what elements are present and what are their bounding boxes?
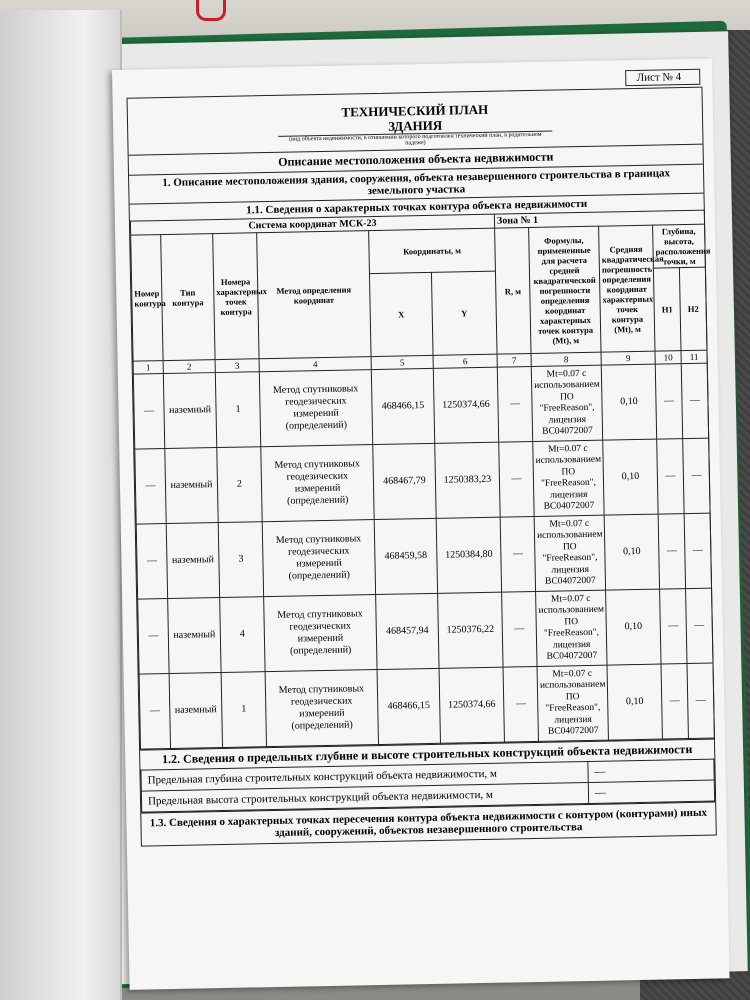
header-r: R, м <box>495 228 531 355</box>
cell-type: наземный <box>168 598 221 674</box>
section-1-3-title: 1.3. Сведения о характерных точках пересечения контура объекта недвижимости с контуром (контурами) иных зданий, сооружений, объектов незавершенного строительства <box>141 802 716 846</box>
header-contour-no: Номер контура <box>131 235 163 362</box>
table-row <box>138 588 713 674</box>
cell-h1: — <box>660 589 687 664</box>
document-sheet <box>112 58 730 989</box>
col-number: 7 <box>497 354 531 368</box>
col-number: 6 <box>433 354 497 368</box>
col-number: 11 <box>681 350 707 363</box>
cell-x: 468459,58 <box>374 518 437 594</box>
cell-contour: — <box>136 524 167 600</box>
cell-point: 3 <box>218 522 263 598</box>
cell-error: 0,10 <box>601 364 656 440</box>
col-number: 4 <box>259 357 371 372</box>
depth-label: Предельная глубина строительных конструкций объекта недвижимости, м <box>141 761 588 791</box>
header-h1: H1 <box>653 268 681 351</box>
cell-formula: Mt=0.07 с использованием ПО "FreeReason", лицензия BC04072007 <box>536 590 607 666</box>
cell-point: 1 <box>215 372 260 448</box>
section-1-title: 1. Описание местоположения здания, сооружения, объекта незавершенного строительства в границах земельного участка <box>129 164 703 204</box>
cell-method: Метод спутниковых геодезических измерений (определений) <box>262 520 375 597</box>
col-number: 9 <box>601 351 655 365</box>
cell-h2: — <box>684 513 711 588</box>
cell-h1: — <box>655 364 682 439</box>
left-page-edge <box>0 10 122 1000</box>
cell-h1: — <box>661 664 688 739</box>
header-point-no: Номера характерных точек контура <box>213 233 259 360</box>
cell-y: 1250376,22 <box>438 592 503 668</box>
document-title <box>128 88 703 139</box>
coordinates-table <box>130 210 715 750</box>
title-line-1: ТЕХНИЧЕСКИЙ ПЛАН <box>341 101 489 120</box>
table-row <box>136 513 711 599</box>
col-number: 1 <box>133 361 163 375</box>
height-value: — <box>588 780 714 803</box>
cell-contour: — <box>135 449 166 525</box>
cell-method: Метод спутниковых геодезических измерений (определений) <box>259 370 372 447</box>
coordinate-system: Система координат МСК-23 <box>130 214 494 235</box>
sheet-number: Лист № 4 <box>626 69 701 86</box>
header-coords: Координаты, м <box>369 228 496 273</box>
table-row <box>139 663 714 749</box>
cell-error: 0,10 <box>607 664 662 740</box>
col-number: 8 <box>531 352 601 366</box>
table-row <box>133 363 708 449</box>
zone-label: Зона № 1 <box>494 210 704 228</box>
cell-x: 468457,94 <box>376 593 439 669</box>
cell-type: наземный <box>166 523 219 599</box>
cell-h2: — <box>683 438 710 513</box>
cell-error: 0,10 <box>606 589 661 665</box>
cell-formula: Mt=0.07 с использованием ПО "FreeReason", лицензия BC04072007 <box>533 440 604 516</box>
title-note: (вид объекта недвижимости, в отношении которого подготовлен технический план, в родительном падеже) <box>278 131 552 152</box>
table-row <box>135 438 710 524</box>
cell-r: — <box>503 666 538 742</box>
cell-r: — <box>497 367 532 443</box>
cell-r: — <box>502 591 537 667</box>
cell-x: 468467,79 <box>373 443 436 519</box>
header-formula: Формулы, примененные для расчета средней квадратической погрешности определения координат характерных точек контура (Mt), м <box>529 226 601 353</box>
cell-y: 1250383,23 <box>435 442 500 518</box>
cell-contour: — <box>138 599 169 675</box>
cell-formula: Mt=0.07 с использованием ПО "FreeReason", лицензия BC04072007 <box>534 515 605 591</box>
height-label: Предельная высота строительных конструкций объекта недвижимости, м <box>141 782 588 812</box>
header-x: X <box>369 272 433 356</box>
col-number: 2 <box>163 360 215 374</box>
header-method: Метод определения координат <box>257 231 371 359</box>
cell-point: 2 <box>217 447 262 523</box>
section-1-1-title: 1.1. Сведения о характерных точках контура объекта недвижимости <box>130 193 704 221</box>
header-h2: H2 <box>679 267 707 350</box>
cell-r: — <box>499 441 534 517</box>
cell-h1: — <box>658 514 685 589</box>
section-1-2-title: 1.2. Сведения о предельных глубине и высоте строительных конструкций объекта недвижимости <box>140 739 714 770</box>
cell-h2: — <box>687 663 714 738</box>
header-contour-type: Тип контура <box>161 234 215 361</box>
header-depth: Глубина, высота, расположения точки, м <box>653 224 706 268</box>
cell-x: 468466,15 <box>371 368 434 444</box>
cell-y: 1250374,66 <box>433 367 498 443</box>
cell-contour: — <box>133 374 164 450</box>
document-frame <box>127 87 717 847</box>
cell-point: 4 <box>220 597 265 673</box>
cell-error: 0,10 <box>604 514 659 590</box>
col-number: 5 <box>371 355 433 369</box>
section-title: Описание местоположения объекта недвижимости <box>129 144 703 175</box>
cell-method: Метод спутниковых геодезических измерений (определений) <box>265 670 378 747</box>
cell-h2: — <box>686 588 713 663</box>
cell-error: 0,10 <box>603 439 658 515</box>
col-number: 3 <box>215 359 259 373</box>
cell-point: 1 <box>221 672 266 748</box>
col-number: 10 <box>655 351 681 364</box>
red-clip <box>196 0 226 21</box>
cell-h1: — <box>657 439 684 514</box>
cell-h2: — <box>681 363 708 438</box>
cell-y: 1250384,80 <box>436 517 501 593</box>
cell-y: 1250374,66 <box>439 667 504 743</box>
cell-type: наземный <box>163 373 216 449</box>
cell-contour: — <box>139 674 170 750</box>
cell-method: Метод спутниковых геодезических измерений (определений) <box>261 445 374 522</box>
header-error: Средняя квадратическая погрешность определения координат характерных точек контура (Mt), м <box>599 225 655 352</box>
cell-type: наземный <box>165 448 218 524</box>
depth-value: — <box>588 759 714 782</box>
cell-r: — <box>500 516 535 592</box>
cell-formula: Mt=0.07 с использованием ПО "FreeReason", лицензия BC04072007 <box>537 665 608 741</box>
title-line-2: ЗДАНИЯ <box>387 117 443 134</box>
header-y: Y <box>431 271 497 355</box>
cell-type: наземный <box>169 673 222 749</box>
cell-method: Метод спутниковых геодезических измерений (определений) <box>264 595 377 672</box>
cell-formula: Mt=0.07 с использованием ПО "FreeReason", лицензия BC04072007 <box>531 365 602 441</box>
cell-x: 468466,15 <box>377 668 440 744</box>
